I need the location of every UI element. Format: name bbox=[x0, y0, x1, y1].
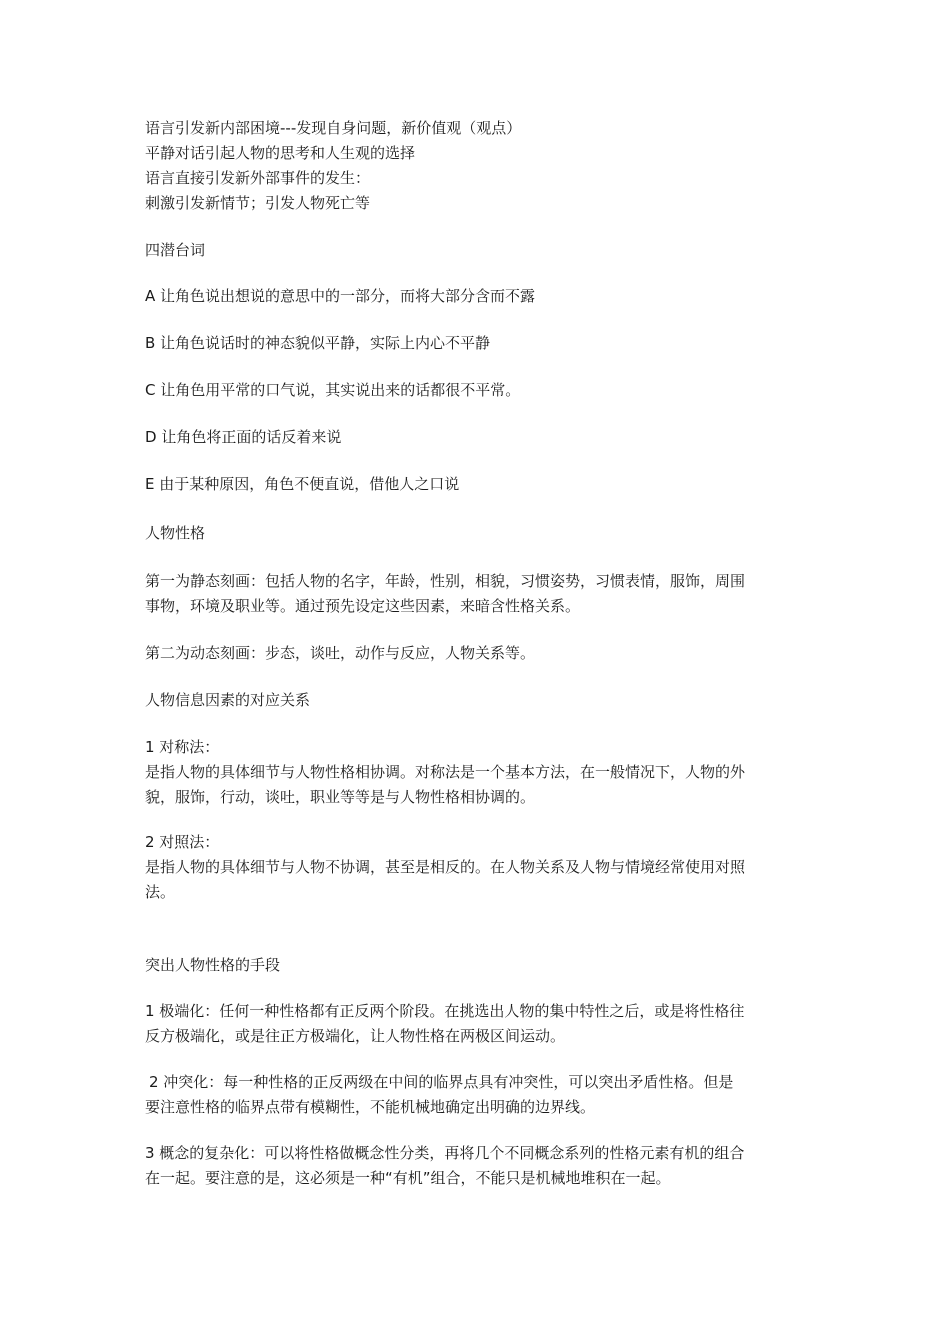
intro-line: 语言引发新内部困境---发现自身问题，新价值观（观点） bbox=[145, 119, 522, 137]
subtext-item-c: C 让角色用平常的口气说，其实说出来的话都很不平常。 bbox=[145, 381, 521, 399]
paragraph-line: 反方极端化，或是往正方极端化，让人物性格在两极区间运动。 bbox=[145, 1027, 566, 1045]
paragraph-line: 要注意性格的临界点带有模糊性，不能机械地确定出明确的边界线。 bbox=[145, 1098, 596, 1116]
contrast-method-block bbox=[145, 830, 745, 905]
subtext-item-a: A 让角色说出想说的意思中的一部分，而将大部分含而不露 bbox=[145, 287, 536, 305]
paragraph-line: 1 极端化：任何一种性格都有正反两个阶段。在挑选出人物的集中特性之后，或是将性格往 bbox=[145, 1002, 745, 1020]
paragraph-line: 事物，环境及职业等。通过预先设定这些因素，来暗含性格关系。 bbox=[145, 597, 581, 615]
dynamic-portrayal-paragraph: 第二为动态刻画：步态，谈吐，动作与反应，人物关系等。 bbox=[145, 644, 536, 662]
subtext-item-b: B 让角色说话时的神态貌似平静，实际上内心不平静 bbox=[145, 334, 491, 352]
paragraph-line: 第一为静态刻画：包括人物的名字，年龄，性别，相貌，习惯姿势，习惯表情，服饰，周围 bbox=[145, 572, 746, 590]
paragraph-line: 法。 bbox=[145, 883, 176, 901]
paragraph-line: 在一起。要注意的是，这必须是一种“有机”组合，不能只是机械地堆积在一起。 bbox=[145, 1169, 671, 1187]
intro-block bbox=[145, 116, 521, 216]
highlight-heading: 突出人物性格的手段 bbox=[145, 956, 281, 974]
complexity-paragraph bbox=[145, 1141, 744, 1191]
paragraph-line: 是指人物的具体细节与人物性格相协调。对称法是一个基本方法，在一般情况下，人物的外 bbox=[145, 763, 746, 781]
symmetry-method-block bbox=[145, 735, 745, 810]
intro-line: 语言直接引发新外部事件的发生： bbox=[145, 169, 371, 187]
correspondence-heading: 人物信息因素的对应关系 bbox=[145, 691, 311, 709]
subtext-item-d: D 让角色将正面的话反着来说 bbox=[145, 428, 342, 446]
paragraph-line: 2 冲突化：每一种性格的正反两级在中间的临界点具有冲突性，可以突出矛盾性格。但是 bbox=[149, 1073, 734, 1091]
paragraph-line: 是指人物的具体细节与人物不协调，甚至是相反的。在人物关系及人物与情境经常使用对照 bbox=[145, 858, 746, 876]
subtext-item-e: E 由于某种原因，角色不便直说，借他人之口说 bbox=[145, 475, 460, 493]
intro-line: 平静对话引起人物的思考和人生观的选择 bbox=[145, 144, 416, 162]
paragraph-line: 3 概念的复杂化：可以将性格做概念性分类，再将几个不同概念系列的性格元素有机的组合 bbox=[145, 1144, 745, 1162]
intro-line: 刺激引发新情节；引发人物死亡等 bbox=[145, 194, 371, 212]
method-title: 1 对称法： bbox=[145, 738, 220, 756]
extremization-paragraph bbox=[145, 999, 744, 1049]
paragraph-line: 貌，服饰，行动，谈吐，职业等等是与人物性格相协调的。 bbox=[145, 788, 536, 806]
conflict-paragraph bbox=[145, 1070, 733, 1120]
subtext-heading: 四潜台词 bbox=[145, 241, 206, 259]
method-title: 2 对照法： bbox=[145, 833, 220, 851]
static-portrayal-paragraph bbox=[145, 569, 745, 619]
character-heading: 人物性格 bbox=[145, 524, 206, 542]
